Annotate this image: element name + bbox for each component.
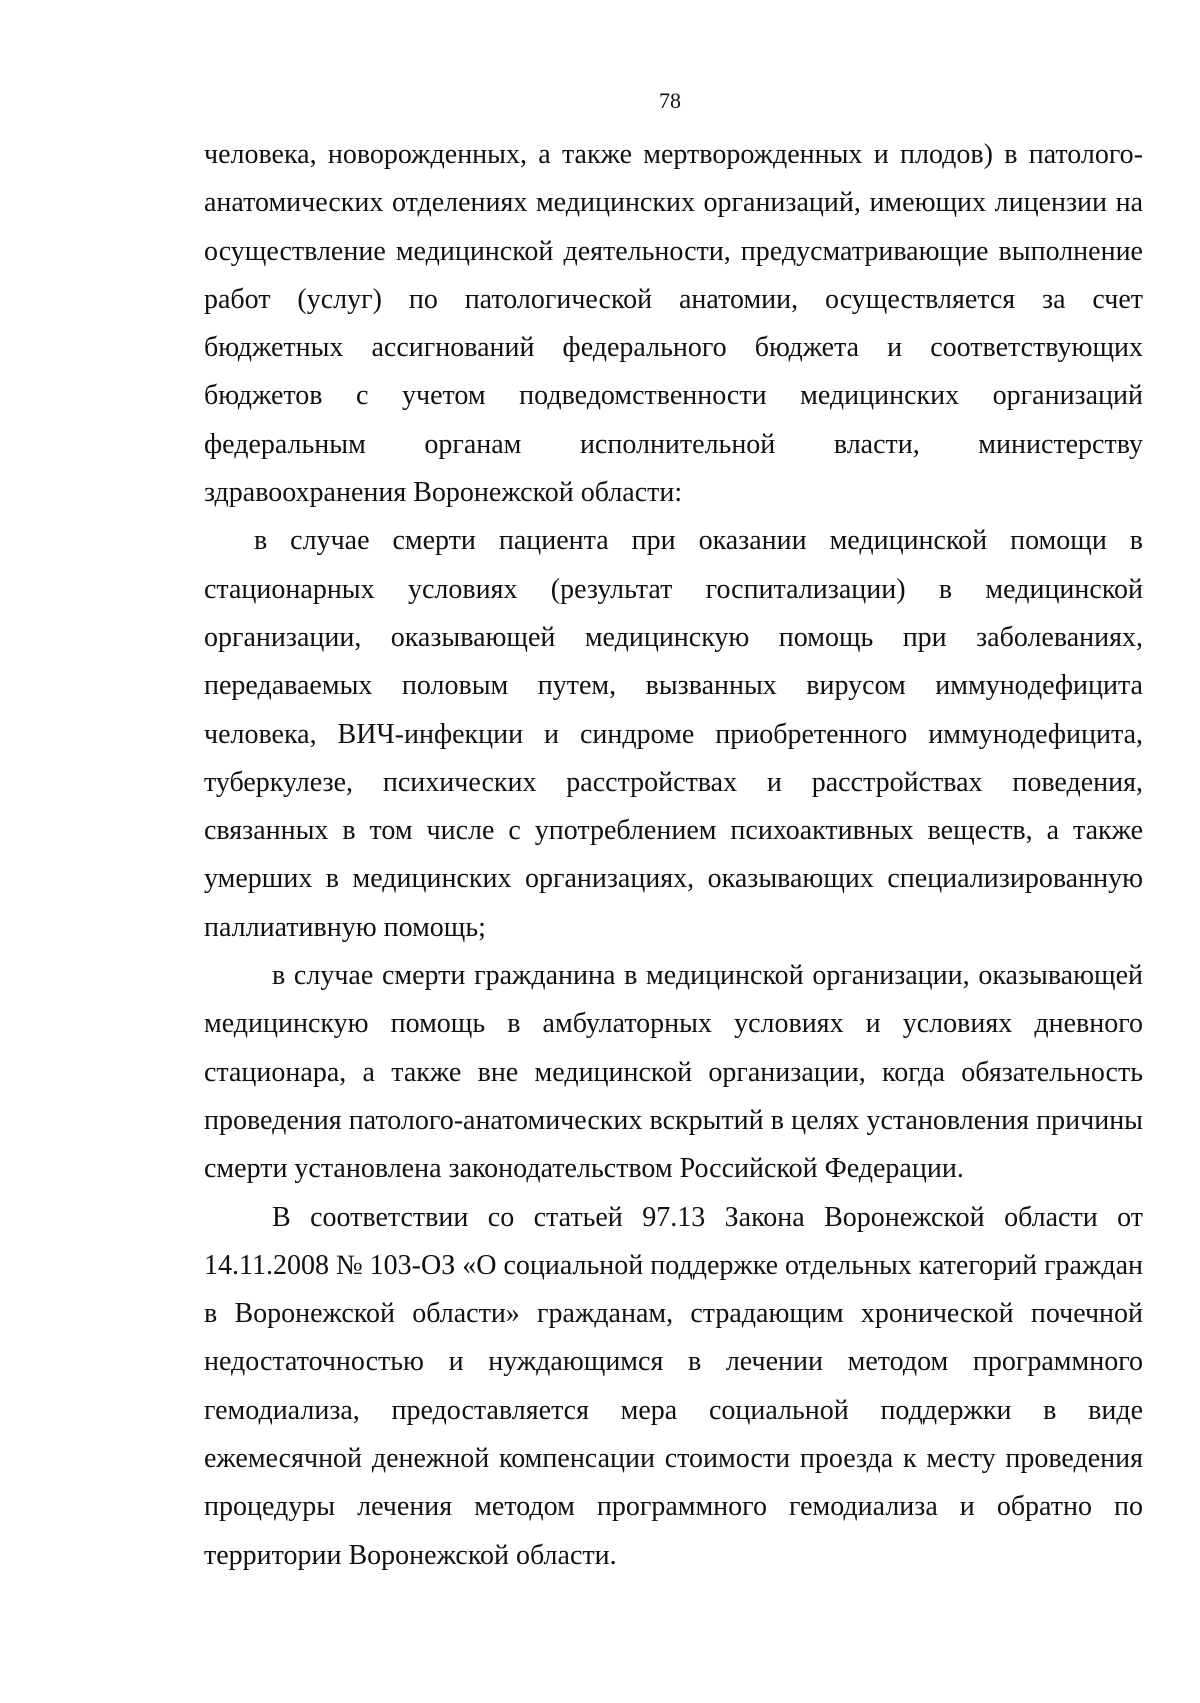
paragraph-case-outpatient: в случае смерти гражданина в медицинской организации, оказывающей медицинскую помощь в амбулаторных условиях и условиях дневного стационара, а также вне медицинской организации, когда обязательность проведения патолого-анатомических вскрытий в целях установления причины смерти установлена законодательством Российской Федерации. xyxy=(204,960,1143,1185)
page-number: 78 xyxy=(659,88,681,113)
document-body xyxy=(204,131,1143,1580)
paragraph-hemodialysis: В соответствии со статьей 97.13 Закона Воронежской области от 14.11.2008 № 103-ОЗ «О социальной поддержке отдельных категорий граждан в Воронежской области» гражданам, страдающим хронической почечной недостаточностью и нуждающимся в лечении методом программного гемодиализа, предоставляется мера социальной поддержки в виде ежемесячной денежной компенсации стоимости проезда к месту проведения процедуры лечения методом программного гемодиализа и обратно по территории Воронежской области. xyxy=(204,1201,1143,1571)
paragraph-continuation: человека, новорожденных, а также мертворожденных и плодов) в патолого-анатомических отделениях медицинских организаций, имеющих лицензии на осуществление медицинской деятельности, предусматривающие выполнение работ (услуг) по патологической анатомии, осуществляется за счет бюджетных ассигнований федерального бюджета и соответствующих бюджетов с учетом подведомственности медицинских организаций федеральным органам исполнительной власти, министерству здравоохранения Воронежской области: xyxy=(204,139,1143,509)
paragraph-case-hospital: в случае смерти пациента при оказании медицинской помощи в стационарных условиях (результат госпитализации) в медицинской организации, оказывающей медицинскую помощь при заболеваниях, передаваемых половым путем, вызванных вирусом иммунодефицита человека, ВИЧ-инфекции и синдроме приобретенного иммунодефицита, туберкулезе, психических расстройствах и расстройствах поведения, связанных в том числе с употреблением психоактивных веществ, а также умерших в медицинских организациях, оказывающих специализированную паллиативную помощь; xyxy=(204,525,1143,943)
